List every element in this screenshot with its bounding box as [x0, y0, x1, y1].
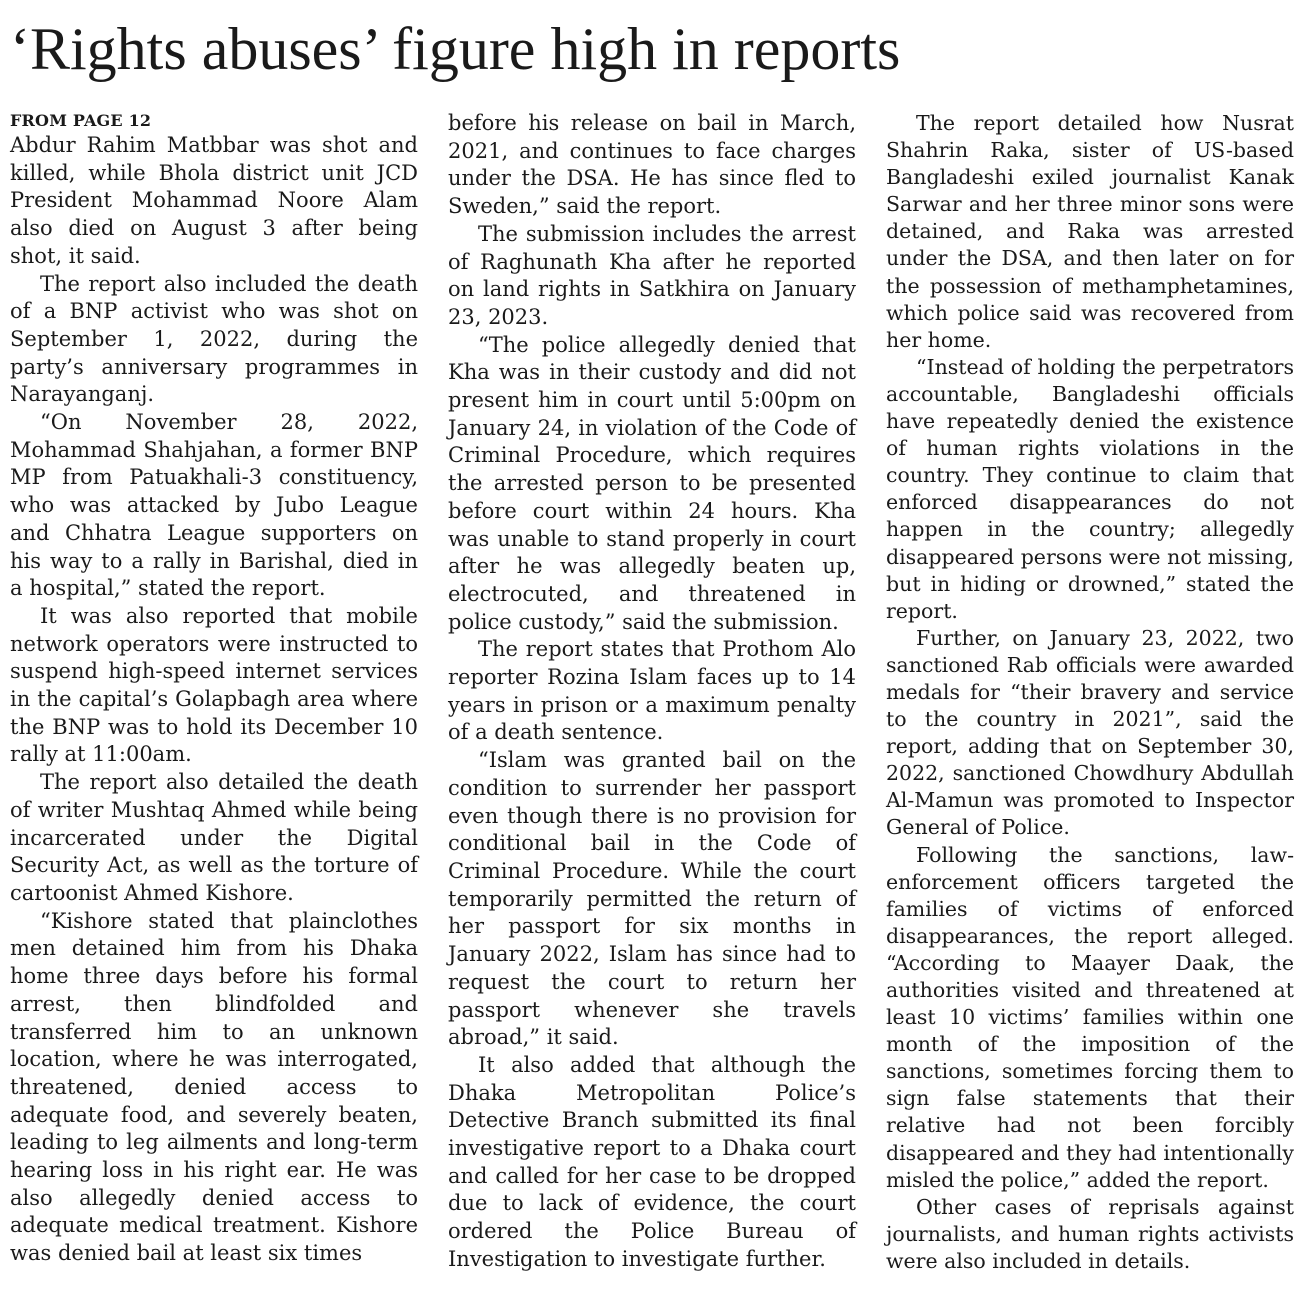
paragraph: Abdur Rahim Matbbar was shot and killed, while Bhola district unit JCD President Mohammad Noore Alam also died on August 3 after being shot, it said. [10, 133, 418, 268]
jump-line: FROM PAGE 12 [10, 111, 152, 130]
paragraph: It also added that although the Dhaka Metropolitan Police’s Detective Branch submitted its final investigative report to a Dhaka court and called for her case to be dropped due to lack of evidence, the court ordered the Police Bureau of Investigation to investigate further. [448, 1052, 856, 1271]
article-column-1 [10, 110, 418, 1268]
paragraph: Following the sanctions, law-enforcement officers targeted the families of victims of enforced disappearances, the report alleged. “According to Maayer Daak, the authorities visited and threatened at least 10 victims’ families within one month of the imposition of the sanctions, sometimes forcing them to sign false statements that their relative had not been forcibly disappeared and they had intentionally misled the police,” added the report. [886, 842, 1294, 1192]
paragraph: “Instead of holding the perpetrators accountable, Bangladeshi officials have repeatedly denied the existence of human rights violations in the country. They continue to claim that enforced disappearances do not happen in the country; allegedly disappeared persons were not missing, but in hiding or drowned,” stated the report. [886, 354, 1294, 623]
paragraph: The report detailed how Nusrat Shahrin Raka, sister of US-based Bangladeshi exiled journalist Kanak Sarwar and her three minor sons were detained, and Raka was arrested under the DSA, and then later on for the possession of methamphetamines, which police said was recovered from her home. [886, 111, 1294, 352]
paragraph: The report states that Prothom Alo reporter Rozina Islam faces up to 14 years in prison or a maximum penalty of a death sentence. [448, 637, 856, 745]
paragraph: Further, on January 23, 2022, two sanctioned Rab officials were awarded medals for “their bravery and service to the country in 2021”, said the report, adding that on September 30, 2022, sanctioned Chowdhury Abdullah Al-Mamun was promoted to Inspector General of Police. [886, 625, 1294, 840]
article-column-3 [886, 110, 1294, 1275]
paragraph: The report also included the death of a BNP activist who was shot on September 1, 2022, during the party’s anniversary programmes in Narayanganj. [10, 271, 418, 407]
paragraph: The report also detailed the death of writer Mushtaq Ahmed while being incarcerated under the Digital Security Act, as well as the torture of cartoonist Ahmed Kishore. [10, 770, 418, 905]
article-column-2 [448, 110, 856, 1274]
paragraph: The submission includes the arrest of Raghunath Kha after he reported on land rights in Satkhira on January 23, 2023. [448, 221, 856, 329]
headline: ‘Rights abuses’ figure high in reports [10, 16, 901, 82]
paragraph: “On November 28, 2022, Mohammad Shahjahan, a former BNP MP from Patuakhali-3 constituency, who was attacked by Jubo League and Chhatra League supporters on his way to a rally in Barishal, died in a hospital,” stated the report. [10, 410, 418, 601]
paragraph: “The police allegedly denied that Kha was in their custody and did not present him in court until 5:00pm on January 24, in violation of the Code of Criminal Procedure, which requires the arrested person to be presented before court within 24 hours. Kha was unable to stand properly in court after he was allegedly beaten up, electrocuted, and threatened in police custody,” said the submission. [448, 332, 856, 634]
paragraph: before his release on bail in March, 2021, and continues to face charges under the DSA. He has since fled to Sweden,” said the report. [448, 111, 856, 219]
paragraph: “Islam was granted bail on the condition to surrender her passport even though there is no provision for conditional bail in the Code of Criminal Procedure. While the court temporarily permitted the return of her passport for six months in January 2022, Islam has since had to request the court to return her passport whenever she travels abroad,” it said. [448, 748, 856, 1050]
paragraph: It was also reported that mobile network operators were instructed to suspend high-speed internet services in the capital’s Golapbagh area where the BNP was to hold its December 10 rally at 11:00am. [10, 603, 418, 767]
paragraph: “Kishore stated that plainclothes men detained him from his Dhaka home three days before his formal arrest, then blindfolded and transferred him to an unknown location, where he was interrogated, threatened, denied access to adequate food, and severely beaten, leading to leg ailments and long-term hearing loss in his right ear. He was also allegedly denied access to adequate medical treatment. Kishore was denied bail at least six times [10, 908, 418, 1266]
paragraph: Other cases of reprisals against journalists, and human rights activists were also included in details. [886, 1194, 1294, 1273]
